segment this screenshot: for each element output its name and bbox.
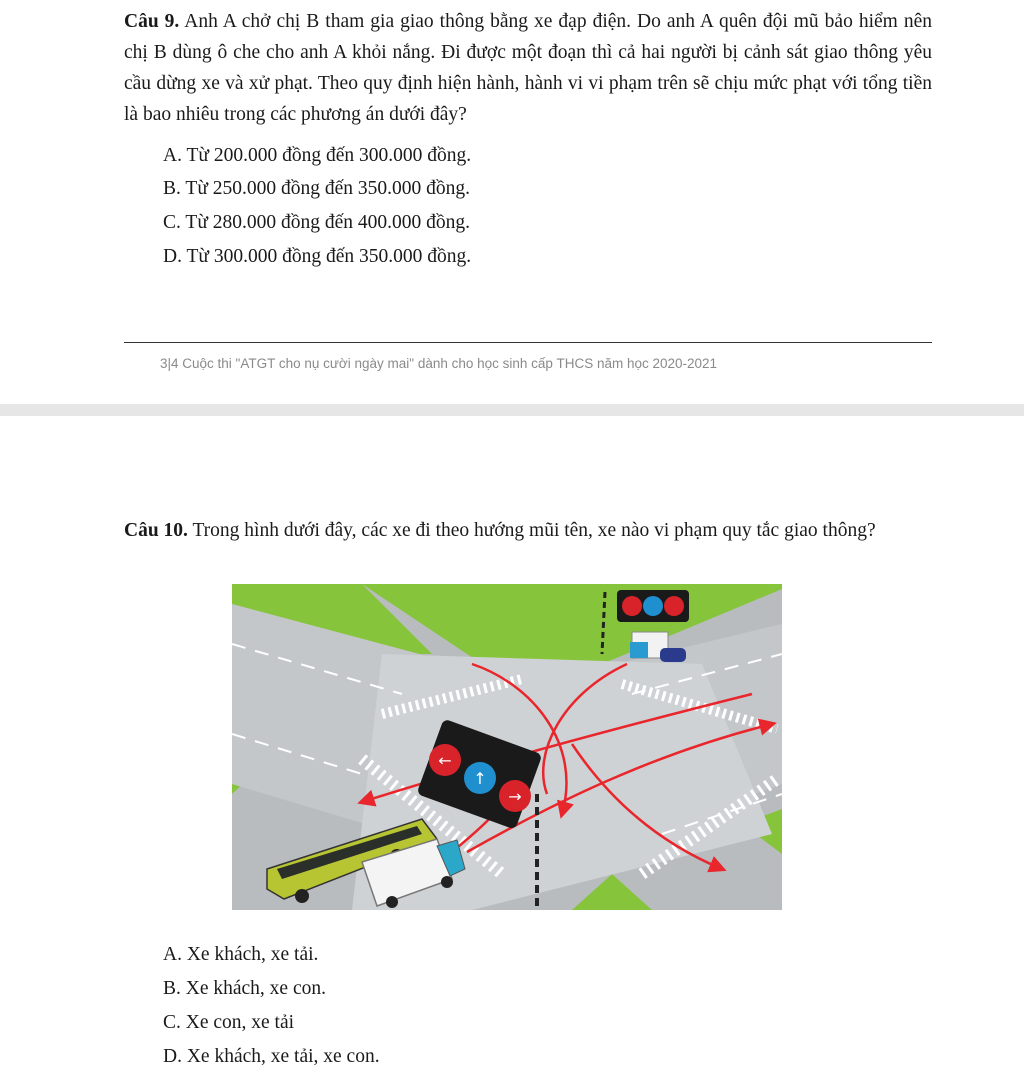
- question-10-option-c: C. Xe con, xe tải: [163, 1012, 295, 1033]
- near-truck-wheel: [386, 896, 398, 908]
- question-10-option-b: B. Xe khách, xe con.: [163, 978, 326, 999]
- up-arrow-icon: ↑: [473, 769, 487, 788]
- far-signal-light-right: [664, 596, 684, 616]
- footer-divider: [124, 342, 932, 343]
- question-10-option-d: D. Xe khách, xe tải, xe con.: [163, 1046, 380, 1067]
- question-9-label: Câu 9.: [124, 11, 180, 32]
- question-10: [124, 515, 932, 546]
- question-9-option-a: A. Từ 200.000 đồng đến 300.000 đồng.: [163, 145, 472, 166]
- question-10-option-a: A. Xe khách, xe tải.: [163, 944, 319, 965]
- question-10-text: Trong hình dưới đây, các xe đi theo hướng mũi tên, xe nào vi phạm quy tắc giao thông?: [187, 520, 876, 541]
- question-9-option-b: B. Từ 250.000 đồng đến 350.000 đồng.: [163, 178, 471, 199]
- page-1: [0, 0, 1024, 404]
- question-9: [124, 6, 932, 130]
- left-arrow-icon: ←: [438, 751, 452, 770]
- far-truck-cab: [630, 642, 648, 658]
- far-signal-light-center: [643, 596, 663, 616]
- page-separator: [0, 404, 1024, 416]
- question-10-label: Câu 10.: [124, 520, 188, 541]
- near-truck-wheel: [441, 876, 453, 888]
- far-signal-light-left: [622, 596, 642, 616]
- question-9-option-c: C. Từ 280.000 đồng đến 400.000 đồng.: [163, 212, 471, 233]
- page-footer: 3|4 Cuộc thi "ATGT cho nụ cười ngày mai" dành cho học sinh cấp THCS năm học 2020-2021: [160, 356, 718, 371]
- question-9-option-d: D. Từ 300.000 đồng đến 350.000 đồng.: [163, 246, 472, 267]
- question-9-text: Anh A chở chị B tham gia giao thông bằng xe đạp điện. Do anh A quên đội mũ bảo hiểm nên chị B dùng ô che cho anh A khỏi nắng. Đi được một đoạn thì cả hai người bị cảnh sát giao thông yêu cầu dừng xe và xử phạt. Theo quy định hiện hành, hành vi vi phạm trên sẽ chịu mức phạt với tổng tiền là bao nhiêu trong các phương án dưới đây?: [124, 11, 932, 125]
- bus-wheel: [295, 889, 309, 903]
- right-arrow-icon: →: [508, 787, 522, 806]
- far-car: [660, 648, 686, 662]
- intersection-illustration: [232, 584, 782, 910]
